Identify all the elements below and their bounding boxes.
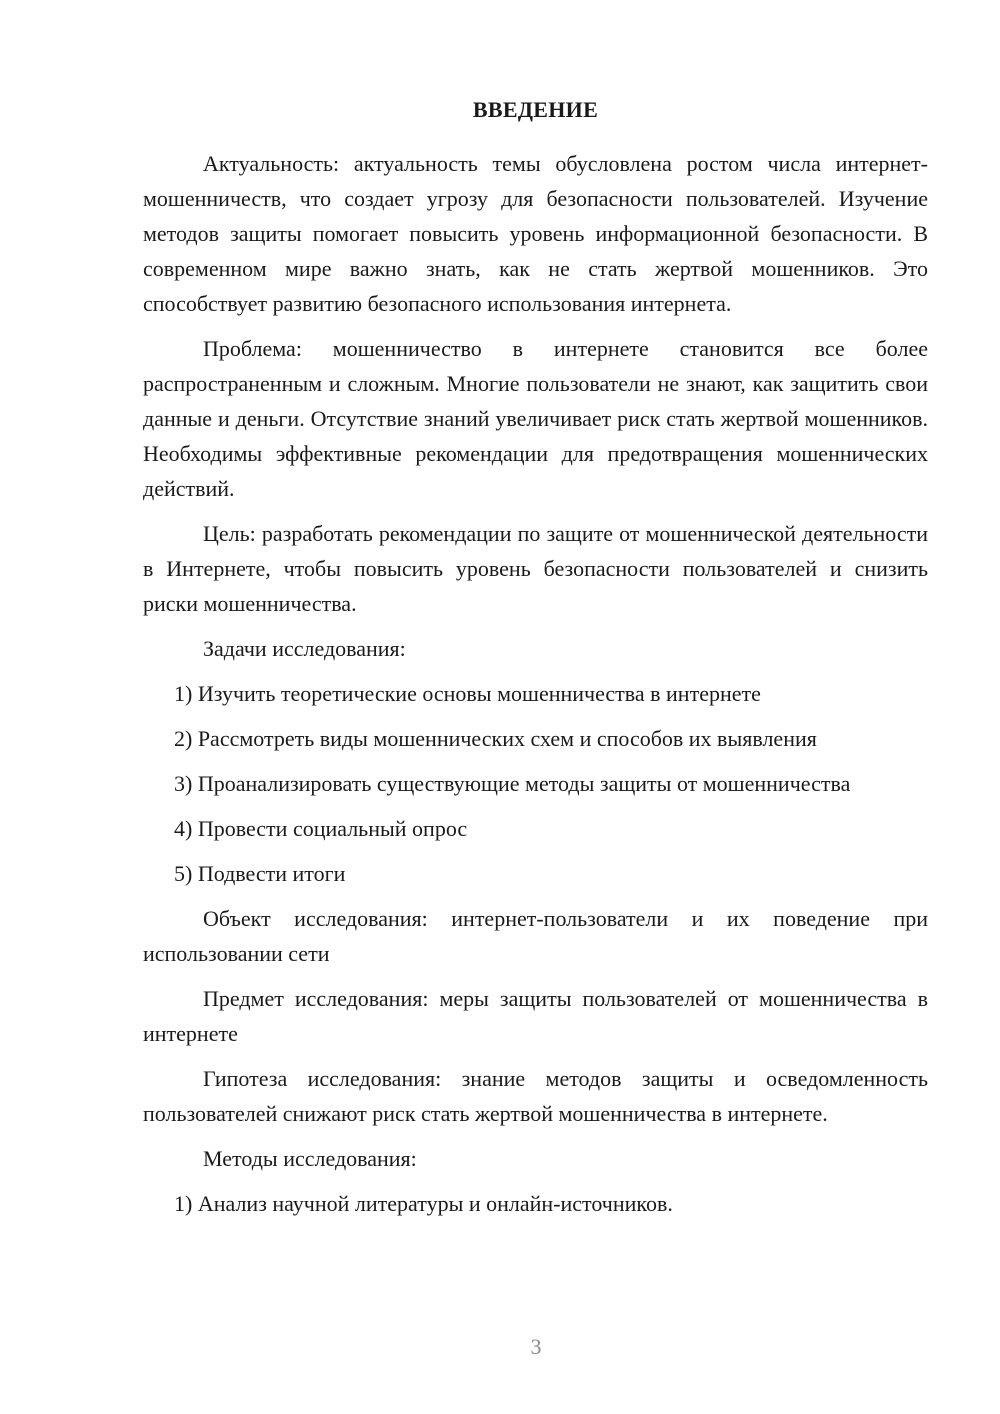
task-item-4: 4) Провести социальный опрос bbox=[174, 816, 468, 841]
page-number: 3 bbox=[530, 1334, 542, 1359]
method-item-1: 1) Анализ научной литературы и онлайн-источников. bbox=[174, 1191, 673, 1216]
subject-paragraph: Предмет исследования: меры защиты пользователей от мошенничества в интернете bbox=[143, 986, 928, 1046]
task-item-3: 3) Проанализировать существующие методы защиты от мошенничества bbox=[174, 771, 851, 796]
hypothesis-paragraph: Гипотеза исследования: знание методов защиты и осведомленность пользователей снижают риск стать жертвой мошенничества в интернете. bbox=[143, 1066, 928, 1126]
problem-paragraph: Проблема: мошенничество в интернете становится все более распространенным и сложным. Многие пользователи не знают, как защитить свои данные и деньги. Отсутствие знаний увеличивает риск стать жертвой мошенников. Необходимы эффективные рекомендации для предотвращения мошеннических действий. bbox=[143, 336, 928, 501]
object-paragraph: Объект исследования: интернет-пользователи и их поведение при использовании сети bbox=[143, 906, 928, 966]
task-item-1: 1) Изучить теоретические основы мошенничества в интернете bbox=[174, 681, 761, 706]
methods-title: Методы исследования: bbox=[203, 1146, 417, 1171]
tasks-title: Задачи исследования: bbox=[203, 636, 406, 661]
document-page bbox=[143, 96, 928, 1231]
goal-paragraph: Цель: разработать рекомендации по защите от мошеннической деятельности в Интернете, чтобы повысить уровень безопасности пользователей и снизить риски мошенничества. bbox=[143, 521, 928, 616]
section-heading: ВВЕДЕНИЕ bbox=[472, 97, 599, 122]
task-item-2: 2) Рассмотреть виды мошеннических схем и способов их выявления bbox=[174, 726, 817, 751]
task-item-5: 5) Подвести итоги bbox=[174, 861, 346, 886]
relevance-paragraph: Актуальность: актуальность темы обусловлена ростом числа интернет-мошенничеств, что создает угрозу для безопасности пользователей. Изучение методов защиты помогает повысить уровень информационной безопасности. В современном мире важно знать, как не стать жертвой мошенников. Это способствует развитию безопасного использования интернета. bbox=[143, 151, 928, 316]
